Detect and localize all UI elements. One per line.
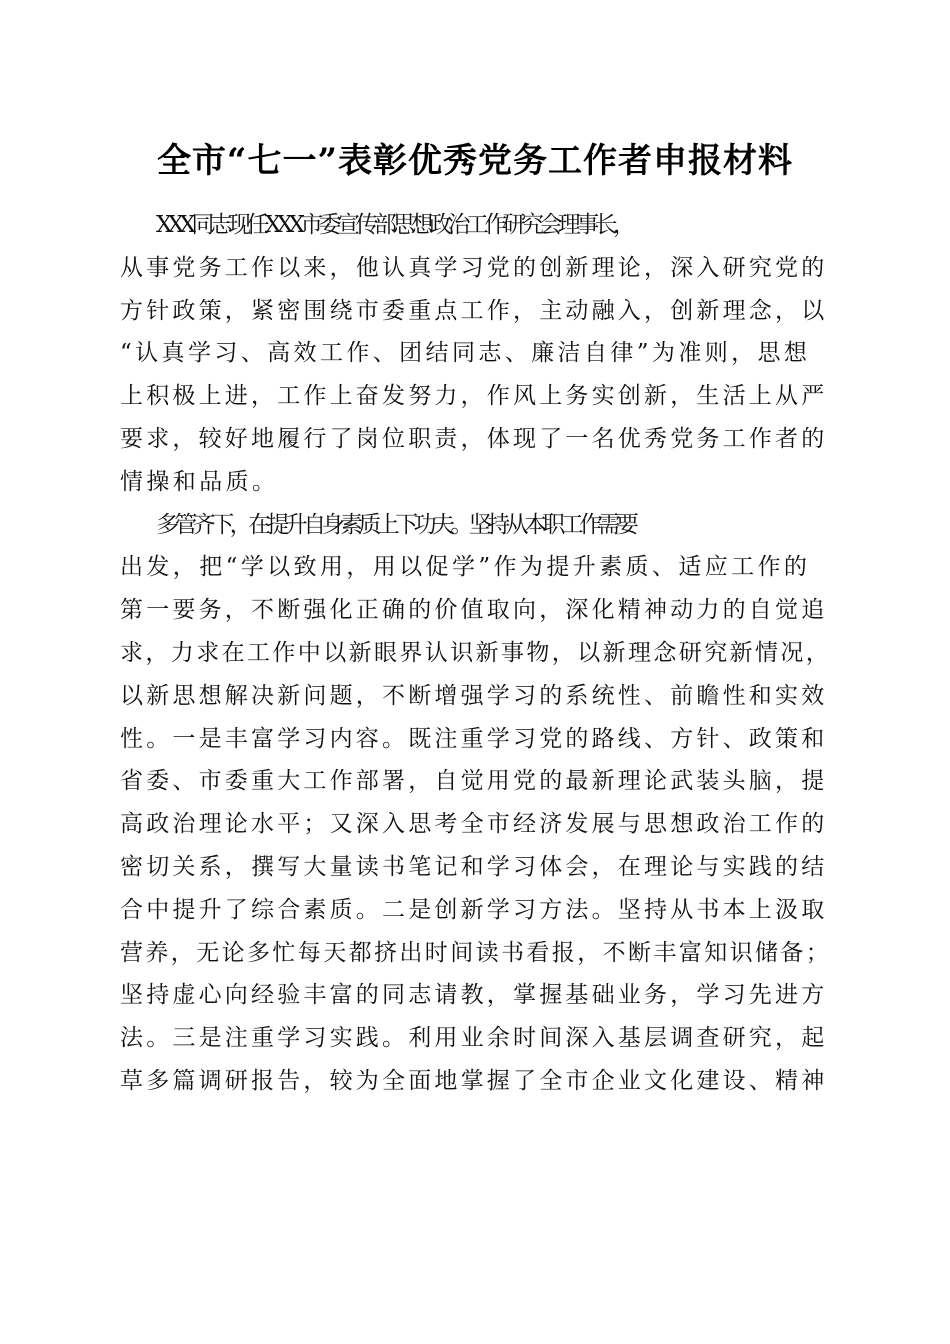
text-line: 要求，较好地履行了岗位职责，体现了一名优秀党务工作者的 (120, 425, 828, 452)
text-line: 求，力求在工作中以新眼界认识新事物，以新理念研究新情况， (120, 639, 832, 666)
text-line: 密切关系，撰写大量读书笔记和学习体会，在理论与实践的结 (120, 853, 828, 880)
text-line: 情操和品质。 (120, 468, 279, 495)
document-title: 全市“七一”表彰优秀党务工作者申报材料 (156, 141, 794, 181)
paragraph-1 (120, 204, 830, 504)
text-line: 草多篇调研报告，较为全面地掌握了全市企业文化建设、精神 (120, 1067, 828, 1094)
text-line: “认真学习、高效工作、团结同志、廉洁自律”为准则，思想 (120, 340, 811, 367)
paragraph-2 (120, 504, 830, 1103)
document-body (120, 204, 830, 1103)
text-line: 从事党务工作以来，他认真学习党的创新理论，深入研究党的 (120, 254, 828, 281)
text-line: 合中提升了综合素质。二是创新学习方法。坚持从书本上汲取 (120, 896, 828, 923)
text-line: XXX同志现任XXX市委宣传部思想政治工作研究会理事长， (156, 212, 632, 238)
text-line: 法。三是注重学习实践。利用业余时间深入基层调查研究，起 (120, 1025, 828, 1052)
text-line: 方针政策，紧密围绕市委重点工作，主动融入，创新理念，以 (120, 297, 828, 324)
text-line: 高政治理论水平；又深入思考全市经济发展与思想政治工作的 (120, 811, 828, 838)
text-line: 出发，把“学以致用，用以促学”作为提升素质、适应工作的 (120, 554, 811, 581)
text-line: 性。一是丰富学习内容。既注重学习党的路线、方针、政策和 (120, 725, 828, 752)
text-line: 坚持虚心向经验丰富的同志请教，掌握基础业务，学习先进方 (120, 982, 828, 1009)
text-line: 以新思想解决新问题，不断增强学习的系统性、前瞻性和实效 (120, 682, 828, 709)
text-line: 第一要务，不断强化正确的价值取向，深化精神动力的自觉追 (120, 597, 828, 624)
text-line: 多管齐下，在提升自身素质上下功夫。坚持从本职工作需要 (156, 511, 635, 538)
text-line: 上积极上进，工作上奋发努力，作风上务实创新，生活上从严 (120, 383, 828, 410)
text-line: 省委、市委重大工作部署，自觉用党的最新理论武装头脑，提 (120, 768, 828, 795)
text-line: 营养，无论多忙每天都挤出时间读书看报，不断丰富知识储备； (120, 939, 832, 966)
